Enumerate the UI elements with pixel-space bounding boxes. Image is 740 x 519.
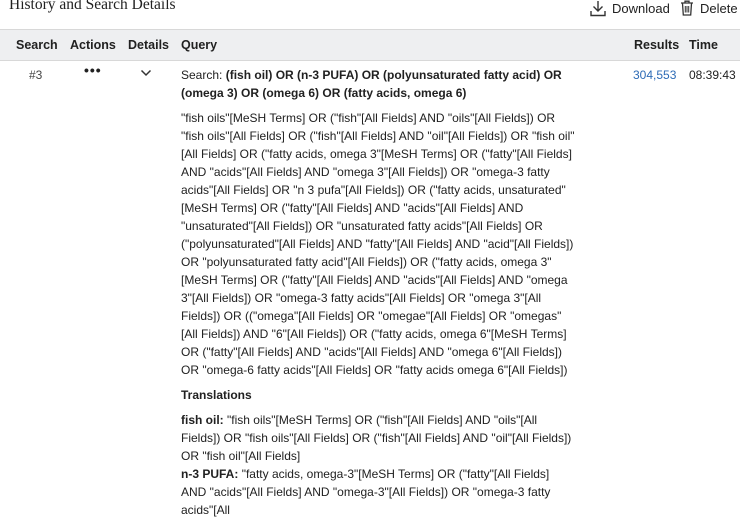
- download-icon: [590, 0, 606, 17]
- translations-heading: Translations: [181, 388, 252, 402]
- translation-text: "fish oils"[MeSH Terms] OR ("fish"[All Fields] AND "oils"[All Fields]) OR "fish oils"[All Fields] OR ("fish"[All Fields] AND "oil"[All Fields]) OR "fish oil"[All Fields]: [181, 413, 572, 463]
- translation-term: fish oil:: [181, 413, 224, 427]
- header-actions: Actions: [70, 38, 116, 52]
- search-prefix: Search:: [181, 68, 223, 82]
- download-label: Download: [612, 1, 670, 16]
- search-number: #3: [29, 68, 43, 82]
- header-results: Results: [634, 38, 680, 52]
- results-count-link[interactable]: 304,553: [633, 68, 677, 82]
- header-search: Search: [16, 38, 58, 52]
- translation-item: [181, 411, 576, 465]
- header-details: Details: [128, 38, 169, 52]
- more-dots-icon[interactable]: •••: [84, 62, 102, 78]
- delete-label: Delete: [700, 0, 738, 16]
- translation-item: [181, 465, 576, 519]
- query-cell: [181, 66, 576, 519]
- translations-list: [181, 411, 576, 519]
- download-button[interactable]: [590, 0, 670, 17]
- delete-button[interactable]: [680, 0, 738, 16]
- translation-text: "fatty acids, omega-3"[MeSH Terms] OR ("fatty"[All Fields] AND "acids"[All Fields] AND "omega-3"[All Fields]) OR "omega-3 fatty acids"[All: [181, 467, 551, 517]
- header-query: Query: [181, 38, 218, 52]
- search-query: [181, 66, 576, 102]
- translation-term: n-3 PUFA:: [181, 467, 239, 481]
- query-details: "fish oils"[MeSH Terms] OR ("fish"[All Fields] AND "oils"[All Fields]) OR "fish oils"[All Fields] OR ("fish"[All Fields] AND "oil"[All Fields]) OR "fish oil"[All Fields] OR ("fatty acids, omega 3"[MeSH Terms] OR ("fatty"[All Fields] AND "acids"[All Fields] AND "omega 3"[All Fields]) OR "omega-3 fatty acids"[All Fields] OR "n 3 pufa"[All Fields]) OR ("fatty acids, unsaturated"[MeSH Terms] OR ("fatty"[All Fields] AND "acids"[All Fields] AND "unsaturated"[All Fields]) OR "unsaturated fatty acids"[All Fields] OR ("polyunsaturated"[All Fields] AND "fatty"[All Fields] AND "acid"[All Fields]) OR "polyunsaturated fatty acid"[All Fields]) OR ("fatty acids, omega 3"[MeSH Terms] OR ("fatty"[All Fields] AND "acids"[All Fields] AND "omega 3"[All Fields]) OR "omega-3 fatty acids"[All Fields] OR "omega 3"[All Fields]) OR (("omega"[All Fields] OR "omegae"[All Fields] OR "omegas"[All Fields]) AND "6"[All Fields]) OR ("fatty acids, omega 6"[MeSH Terms] OR ("fatty"[All Fields] AND "acids"[All Fields] AND "omega 6"[All Fields]) OR "omega-6 fatty acids"[All Fields] OR "fatty acids omega 6"[All Fields]): [181, 111, 575, 377]
- chevron-down-icon[interactable]: [140, 66, 152, 80]
- search-terms: (fish oil) OR (n-3 PUFA) OR (polyunsaturated fatty acid) OR (omega 3) OR (omega 6) OR (fatty acids, omega 6): [181, 68, 562, 100]
- page-title: History and Search Details: [9, 0, 176, 13]
- header-time: Time: [689, 38, 718, 52]
- trash-icon: [680, 0, 694, 16]
- table-header: [0, 29, 740, 61]
- search-time: 08:39:43: [689, 68, 736, 82]
